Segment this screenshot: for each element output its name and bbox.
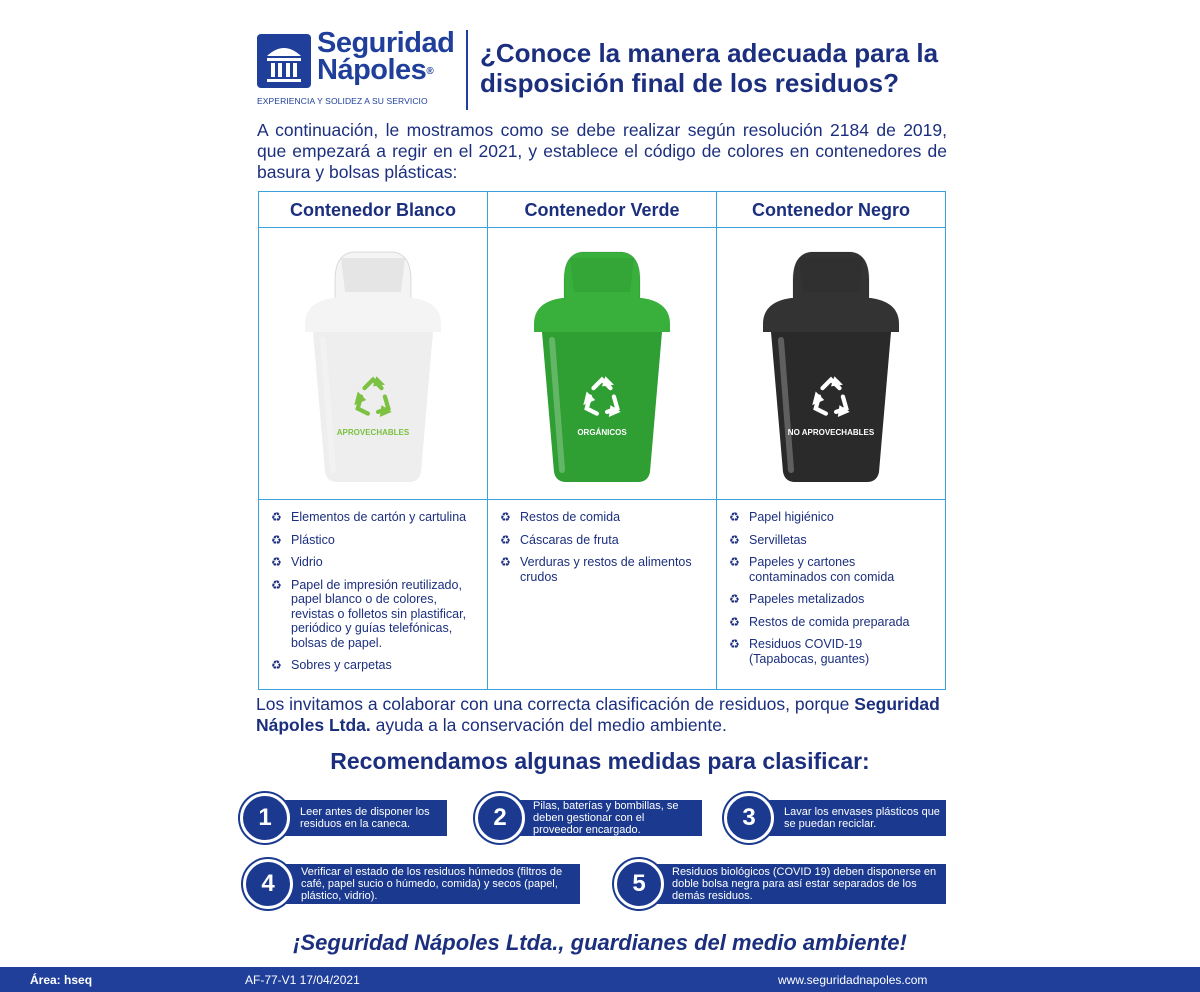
recycle-icon: ♻	[271, 532, 282, 547]
recycle-icon: ♻	[500, 532, 511, 547]
recycle-icon: ♻	[271, 658, 282, 672]
recycle-icon: ♻	[271, 510, 282, 524]
list-item-text: Restos de comida	[520, 510, 621, 524]
step-number: 5	[614, 859, 664, 909]
bin-items-list	[259, 500, 487, 673]
recycle-icon: ♻	[271, 555, 282, 569]
logo-name-line2: Nápoles	[317, 54, 427, 86]
bin-title: Contenedor Negro	[717, 192, 945, 228]
bin-items-list	[717, 500, 945, 666]
recycle-icon: ♻	[500, 510, 511, 524]
recycle-icon: ♻	[729, 532, 740, 547]
step-2	[493, 800, 702, 836]
list-item-text: Papeles metalizados	[749, 592, 865, 606]
recycle-icon: ♻	[729, 614, 740, 629]
list-item-text: Papel de impresión reutilizado, papel blanco o de colores, revistas o folletos sin plastificar, periódico y guías telefónicas, bolsas de papel.	[291, 577, 467, 650]
list-item-text: Papel higiénico	[749, 510, 834, 524]
footer-website[interactable]: www.seguridadnapoles.com	[778, 973, 928, 987]
step-1	[258, 800, 447, 836]
containers-table	[258, 191, 946, 690]
trash-bin-icon	[293, 240, 453, 490]
list-item-text: Plástico	[291, 532, 335, 547]
list-item	[500, 555, 704, 584]
logo-name-line1: Seguridad	[317, 27, 455, 59]
step-text: Leer antes de disponer los residuos en la caneca.	[300, 806, 430, 830]
list-item	[729, 592, 933, 607]
step-number: 3	[724, 793, 774, 843]
company-logo	[255, 27, 460, 110]
step-4	[261, 864, 580, 904]
logo-name	[317, 27, 455, 86]
list-item-text: Verduras y restos de alimentos crudos	[520, 555, 692, 584]
step-text: Pilas, baterías y bombillas, se deben gestionar con el proveedor encargado.	[533, 800, 679, 836]
list-item-text: Residuos COVID-19 (Tapabocas, guantes)	[749, 637, 870, 666]
list-item	[271, 658, 475, 673]
list-item	[271, 533, 475, 548]
footer-code: AF-77-V1 17/04/2021	[245, 973, 360, 987]
recycle-icon: ♻	[729, 592, 740, 606]
list-item-text: Restos de comida preparada	[749, 614, 910, 629]
logo-tagline: EXPERIENCIA Y SOLIDEZ A SU SERVICIO	[257, 96, 428, 106]
intro-paragraph: A continuación, le mostramos como se debe realizar según resolución 2184 de 2019, que empezará a regir en el 2021, y establece el código de colores en contenedores de basura y bolsas plásticas:	[257, 120, 947, 182]
bin-label: ORGÁNICOS	[577, 428, 627, 437]
list-item	[500, 510, 704, 525]
list-item-text: Sobres y carpetas	[291, 658, 392, 672]
recycle-icon: ♻	[729, 637, 740, 651]
step-number: 4	[243, 859, 293, 909]
step-3	[742, 800, 946, 836]
bin-title: Contenedor Blanco	[259, 192, 487, 228]
bin-column-2	[488, 192, 717, 689]
recycle-icon: ♻	[271, 577, 282, 592]
list-item	[729, 615, 933, 630]
list-item	[271, 555, 475, 570]
step-text: Residuos biológicos (COVID 19) deben disponerse en doble bolsa negra para así estar separados de los demás residuos.	[672, 866, 937, 902]
slogan: ¡Seguridad Nápoles Ltda., guardianes del medio ambiente!	[293, 930, 907, 955]
registered-mark: ®	[426, 65, 434, 77]
step-text: Verificar el estado de los residuos húmedos (filtros de café, papel sucio o húmedo, comida) y secos (papel, plástico, vidrio).	[301, 866, 563, 902]
step-text: Lavar los envases plásticos que se puedan reciclar.	[784, 806, 940, 830]
step-5	[632, 864, 946, 904]
bin-label: APROVECHABLES	[336, 428, 410, 437]
bin-items-list	[488, 500, 716, 584]
list-item	[729, 637, 933, 666]
header-divider	[466, 30, 468, 110]
list-item-text: Servilletas	[749, 532, 807, 547]
list-item	[271, 578, 475, 651]
recycle-icon: ♻	[500, 555, 511, 569]
list-item-text: Cáscaras de fruta	[520, 532, 619, 547]
invitation-text-2: ayuda a la conservación del medio ambiente.	[375, 715, 727, 735]
list-item	[729, 555, 933, 584]
invitation-company: Seguridad Nápoles Ltda.	[256, 694, 940, 735]
building-logo-icon	[257, 34, 311, 88]
footer-area: Área: hseq	[30, 973, 93, 987]
list-item-text: Elementos de cartón y cartulina	[291, 510, 467, 524]
trash-bin-image	[488, 228, 716, 500]
recommendations-title: Recomendamos algunas medidas para clasificar:	[330, 748, 870, 774]
invitation-paragraph	[256, 694, 946, 736]
trash-bin-icon	[751, 240, 911, 490]
bin-column-1	[259, 192, 488, 689]
step-number: 2	[475, 793, 525, 843]
step-number: 1	[240, 793, 290, 843]
bin-column-3	[717, 192, 945, 689]
recycle-icon: ♻	[729, 555, 740, 569]
recycle-icon: ♻	[729, 510, 740, 524]
bin-title: Contenedor Verde	[488, 192, 716, 228]
list-item	[500, 533, 704, 548]
list-item	[729, 510, 933, 525]
list-item-text: Papeles y cartones contaminados con comida	[749, 555, 895, 584]
list-item	[729, 533, 933, 548]
page-title: ¿Conoce la manera adecuada para la disposición final de los residuos?	[480, 38, 939, 98]
trash-bin-icon	[522, 240, 682, 490]
trash-bin-image	[717, 228, 945, 500]
list-item	[271, 510, 475, 525]
trash-bin-image	[259, 228, 487, 500]
list-item-text: Vidrio	[291, 555, 323, 569]
footer-bar	[0, 967, 1200, 992]
bin-label: NO APROVECHABLES	[787, 428, 875, 437]
invitation-text-1: Los invitamos a colaborar con una correcta clasificación de residuos, porque	[256, 694, 850, 714]
